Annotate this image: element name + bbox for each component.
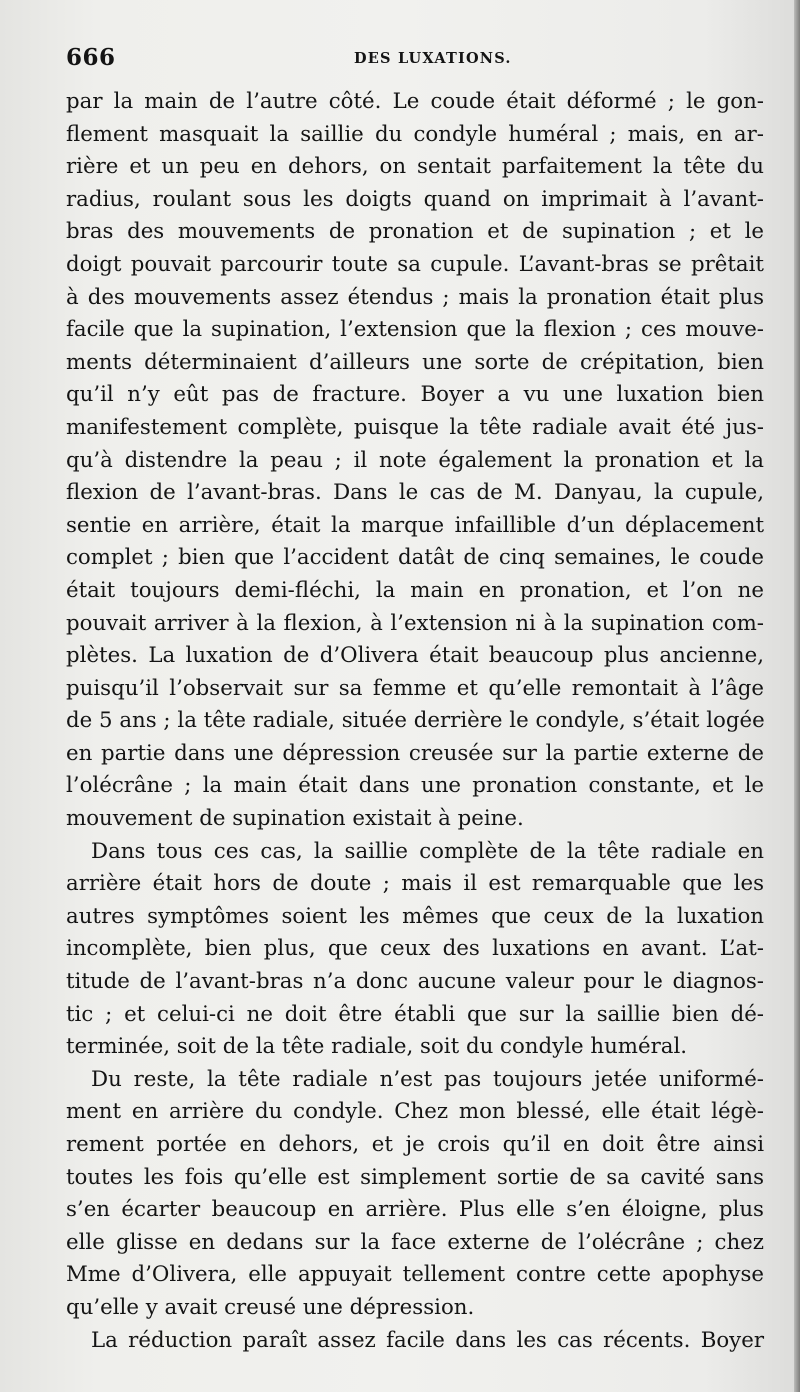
- text-line: plètes. La luxation de d’Olivera était beaucoup plus ancienne,: [66, 643, 764, 669]
- text-line: toutes les fois qu’elle est simplement sortie de sa cavité sans: [66, 1164, 764, 1190]
- text-line: arrière était hors de doute ; mais il est remarquable que les: [66, 871, 764, 897]
- text-line: complet ; bien que l’accident datât de cinq semaines, le coude: [66, 545, 764, 571]
- text-line: était toujours demi-fléchi, la main en pronation, et l’on ne: [66, 577, 764, 603]
- page-edge-shadow: [794, 0, 800, 1392]
- page-header: [66, 44, 766, 80]
- text-line: tic ; et celui-ci ne doit être établi que sur la saillie bien dé-: [66, 1001, 764, 1027]
- paragraph-2: [66, 836, 764, 1064]
- text-line: pouvait arriver à la flexion, à l’extension ni à la supination com-: [66, 610, 764, 636]
- text-line: titude de l’avant-bras n’a donc aucune valeur pour le diagnos-: [66, 969, 764, 995]
- body-text: [66, 86, 764, 1357]
- text-line: l’olécrâne ; la main était dans une pronation constante, et le: [66, 773, 764, 799]
- running-title: DES LUXATIONS.: [354, 50, 512, 67]
- paragraph-1: [66, 86, 764, 836]
- text-line: manifestement complète, puisque la tête radiale avait été jus-: [66, 414, 764, 440]
- paragraph-4: [66, 1325, 764, 1358]
- text-line: doigt pouvait parcourir toute sa cupule. L’avant-bras se prêtait: [66, 251, 764, 277]
- text-line: qu’à distendre la peau ; il note également la pronation et la: [66, 447, 764, 473]
- text-line: Du reste, la tête radiale n’est pas toujours jetée uniformé-: [91, 1066, 764, 1092]
- paragraph-3: [66, 1064, 764, 1325]
- text-line: ment en arrière du condyle. Chez mon blessé, elle était légè-: [66, 1099, 764, 1125]
- text-line: incomplète, bien plus, que ceux des luxations en avant. L’at-: [66, 936, 764, 962]
- text-line: bras des mouvements de pronation et de supination ; et le: [66, 219, 764, 245]
- text-line: de 5 ans ; la tête radiale, située derrière le condyle, s’était logée: [66, 708, 765, 734]
- text-line: à des mouvements assez étendus ; mais la pronation était plus: [66, 284, 764, 310]
- text-line: s’en écarter beaucoup en arrière. Plus elle s’en éloigne, plus: [66, 1197, 764, 1223]
- text-line: ments déterminaient d’ailleurs une sorte de crépitation, bien: [66, 349, 764, 375]
- text-line: mouvement de supination existait à peine.: [66, 806, 524, 832]
- text-line: autres symptômes soient les mêmes que ceux de la luxation: [66, 903, 764, 929]
- text-line: flexion de l’avant-bras. Dans le cas de M. Danyau, la cupule,: [66, 480, 764, 506]
- text-line: terminée, soit de la tête radiale, soit du condyle huméral.: [66, 1034, 688, 1060]
- text-line: elle glisse en dedans sur la face externe de l’olécrâne ; chez: [66, 1229, 764, 1255]
- text-line: flement masquait la saillie du condyle huméral ; mais, en ar-: [66, 121, 764, 147]
- text-line: puisqu’il l’observait sur sa femme et qu’elle remontait à l’âge: [66, 675, 764, 701]
- text-line: La réduction paraît assez facile dans les cas récents. Boyer: [91, 1327, 764, 1353]
- text-line: qu’elle y avait creusé une dépression.: [66, 1294, 475, 1320]
- text-line: en partie dans une dépression creusée sur la partie externe de: [66, 740, 764, 766]
- text-line: facile que la supination, l’extension que la flexion ; ces mouve-: [66, 317, 764, 343]
- text-line: Dans tous ces cas, la saillie complète de la tête radiale en: [91, 838, 764, 864]
- text-line: rière et un peu en dehors, on sentait parfaitement la tête du: [66, 154, 764, 180]
- text-line: rement portée en dehors, et je crois qu’il en doit être ainsi: [66, 1132, 764, 1157]
- text-line: qu’il n’y eût pas de fracture. Boyer a vu une luxation bien: [66, 382, 764, 408]
- page-number: 666: [66, 44, 116, 71]
- text-line: sentie en arrière, était la marque infaillible d’un déplacement: [66, 512, 764, 538]
- text-line: radius, roulant sous les doigts quand on imprimait à l’avant-: [66, 186, 764, 212]
- text-line: Mme d’Olivera, elle appuyait tellement contre cette apophyse: [66, 1262, 764, 1288]
- text-line: par la main de l’autre côté. Le coude était déformé ; le gon-: [66, 89, 764, 114]
